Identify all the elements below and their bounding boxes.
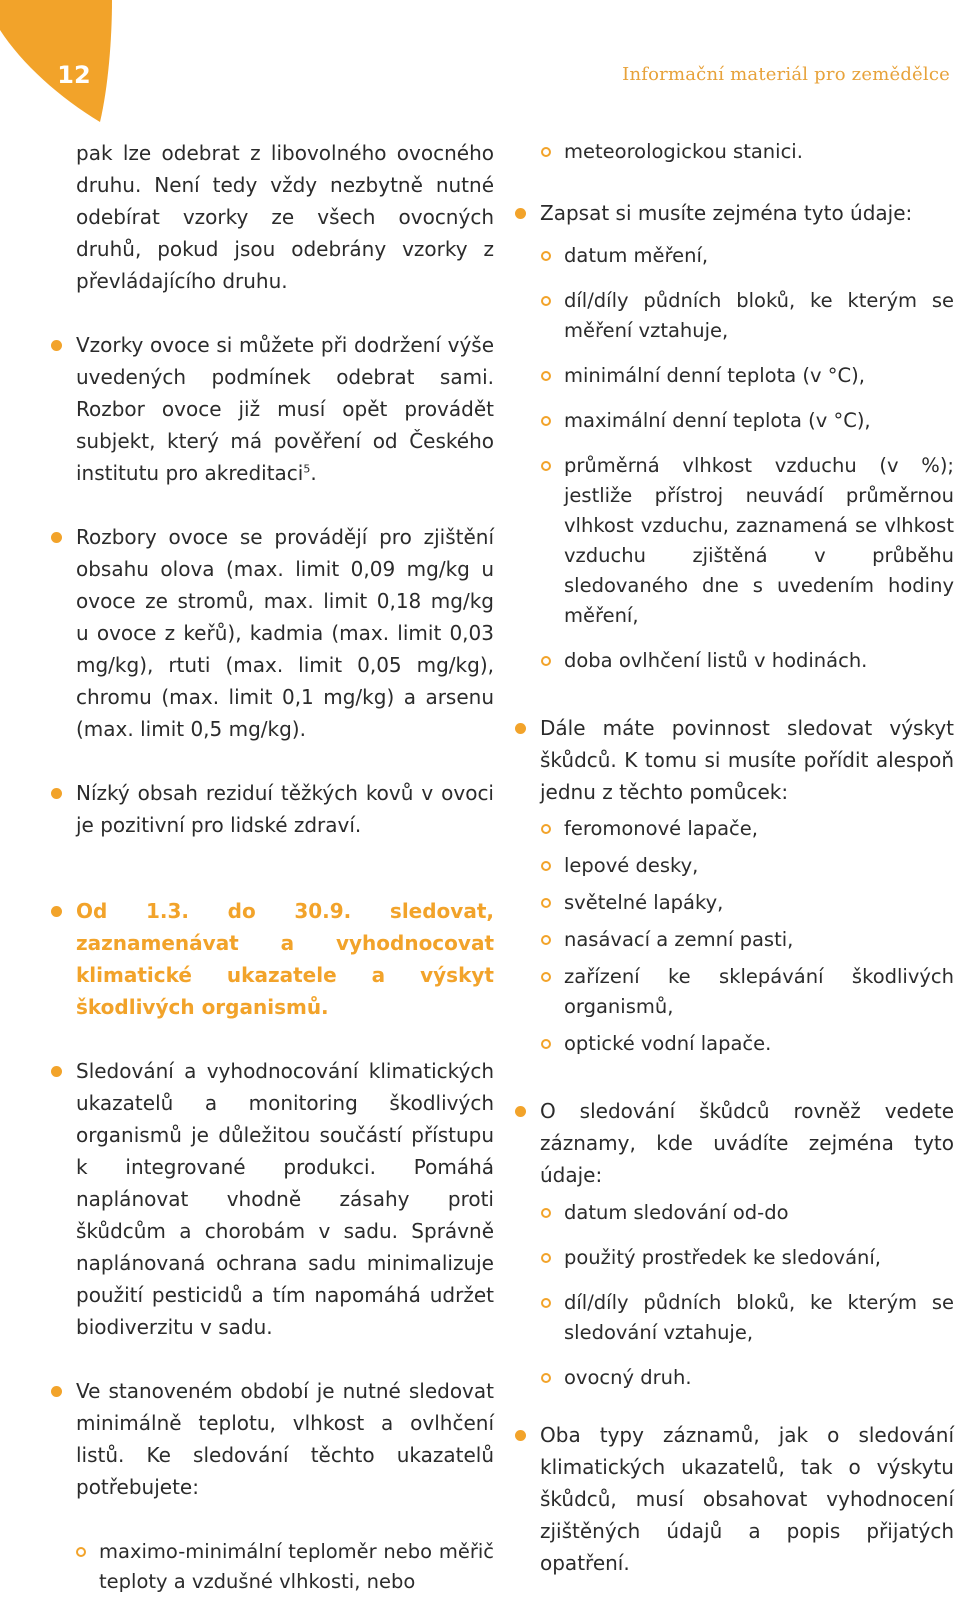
sublist-record-fields [540, 241, 954, 676]
list-item: ovocný druh. [564, 1363, 954, 1393]
sublist-pest-tools [540, 814, 954, 1059]
bullet-sampling-self: Vzorky ovoce si můžete při dodržení výše uvedených podmínek odebrat sami. Rozbor ovoce již musí opět provádět subjekt, který má pověření od Českého institutu pro akreditaci$^5$. [76, 329, 494, 489]
list-item: datum měření, [564, 241, 954, 271]
list-item: optické vodní lapače. [564, 1029, 954, 1059]
paragraph-continuation: pak lze odebrat z libovolného ovocného druhu. Není tedy vždy nezbytně nutné odebírat vzorky ze všech ovocných druhů, pokud jsou odebrány vzorky z převládajícího druhu. [76, 141, 494, 293]
bullet-low-residue: Nízký obsah reziduí těžkých kovů v ovoci je pozitivní pro lidské zdraví. [76, 777, 494, 841]
right-column [540, 137, 954, 1579]
list-item: nasávací a zemní pasti, [564, 925, 954, 955]
sublist-instruments [76, 1537, 494, 1597]
sublist-pest-record-fields [540, 1198, 954, 1393]
list-item: lepové desky, [564, 851, 954, 881]
list-item: zařízení ke sklepávání škodlivých organismů, [564, 962, 954, 1022]
list-item: meteorologickou stanici. [564, 137, 954, 167]
bullet-highlight-monitoring-period: Od 1.3. do 30.9. sledovat, zaznamenávat a vyhodnocovat klimatické ukazatele a výskyt škodlivých organismů. [76, 895, 494, 1023]
list-item: díl/díly půdních bloků, ke kterým se měření vztahuje, [564, 286, 954, 346]
list-item: použitý prostředek ke sledování, [564, 1243, 954, 1273]
list-item: doba ovlhčení listů v hodinách. [564, 646, 954, 676]
running-header-title: Informační materiál pro zemědělce [622, 64, 950, 85]
list-item: feromonové lapače, [564, 814, 954, 844]
list-item: maximální denní teplota (v °C), [564, 406, 954, 436]
bullet-record-data: Zapsat si musíte zejména tyto údaje: [540, 197, 954, 229]
list-item: minimální denní teplota (v °C), [564, 361, 954, 391]
page-number: 12 [57, 61, 91, 89]
bullet-pest-monitoring-duty: Dále máte povinnost sledovat výskyt škůdců. K tomu si musíte pořídit alespoň jednu z těchto pomůcek: [540, 712, 954, 808]
list-item: průměrná vlhkost vzduchu (v %); jestliže přístroj neuvádí průměrnou vlhkost vzduchu, zaznamená se vlhkost vzduchu zjištěná v průběhu sledovaného dne s uvedením hodiny měření, [564, 451, 954, 631]
footnote-ref: 5 [303, 462, 311, 476]
list-item: maximo-minimální teploměr nebo měřič teploty a vzdušné vlhkosti, nebo [99, 1537, 494, 1597]
bullet-heavy-metal-limits: Rozbory ovoce se provádějí pro zjištění obsahu olova (max. limit 0,09 mg/kg u ovoce ze stromů, max. limit 0,18 mg/kg u ovoce z keřů), kadmia (max. limit 0,03 mg/kg), rtuti (max. limit 0,05 mg/kg), chromu (max. limit 0,1 mg/kg) a arsenu (max. limit 0,5 mg/kg). [76, 521, 494, 745]
bullet-records-evaluation: Oba typy záznamů, jak o sledování klimatických ukazatelů, tak o výskytu škůdců, musí obsahovat vyhodnocení zjištěných údajů a popis přijatých opatření. [540, 1419, 954, 1579]
left-column [76, 137, 494, 1597]
bullet-monitoring-importance: Sledování a vyhodnocování klimatických ukazatelů a monitoring škodlivých organismů je důležitou součástí přístupu k integrované produkci. Pomáhá naplánovat vhodně zásahy proti škůdcům a chorobám v sadu. Správně naplánovaná ochrana sadu minimalizuje použití pesticidů a tím napomáhá udržet biodiverzitu v sadu. [76, 1055, 494, 1343]
list-item: datum sledování od-do [564, 1198, 954, 1228]
bullet-required-measurements: Ve stanoveném období je nutné sledovat minimálně teplotu, vlhkost a ovlhčení listů. Ke sledování těchto ukazatelů potřebujete: [76, 1375, 494, 1503]
sublist-instruments-cont [540, 137, 954, 167]
bullet-pest-records: O sledování škůdců rovněž vedete záznamy, kde uvádíte zejména tyto údaje: [540, 1095, 954, 1191]
list-item: světelné lapáky, [564, 888, 954, 918]
list-item: díl/díly půdních bloků, ke kterým se sledování vztahuje, [564, 1288, 954, 1348]
